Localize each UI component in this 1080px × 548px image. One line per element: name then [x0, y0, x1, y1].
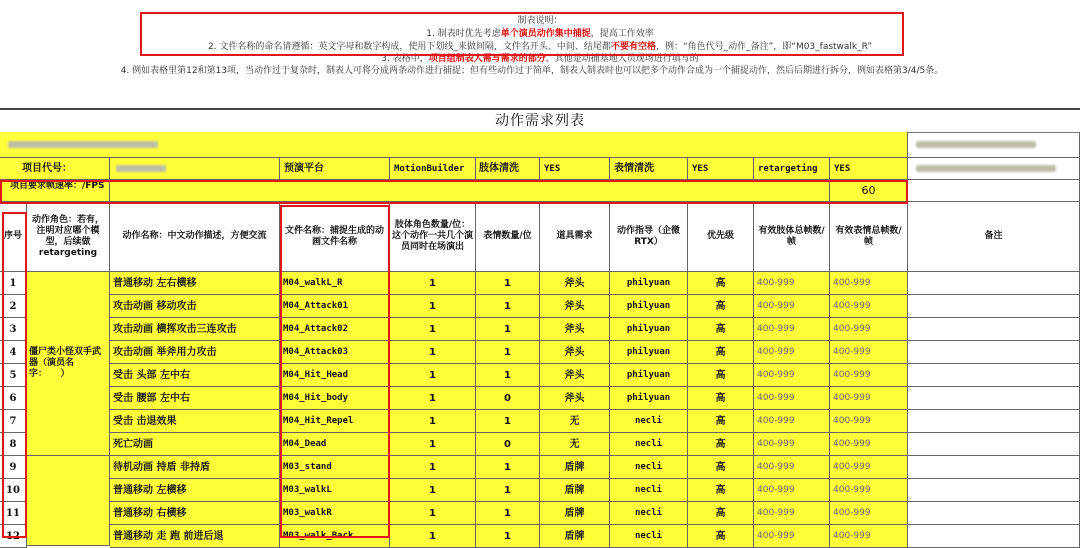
cell-file: M04_Hit_Repel — [280, 410, 390, 433]
cell-fframes: 400-999 — [830, 502, 908, 525]
cell-priority: 高 — [688, 410, 754, 433]
cell-seq: 12 — [0, 525, 27, 548]
instruction-1-highlight: 单个演员动作集中捕捉 — [500, 29, 591, 39]
cell-face: 1 — [476, 295, 540, 318]
cell-director: philyuan — [610, 341, 688, 364]
cell-remarks — [908, 502, 1080, 525]
cell-remarks — [908, 525, 1080, 548]
fps-spacer — [110, 180, 830, 202]
cell-remarks — [908, 318, 1080, 341]
project-code-value — [110, 158, 280, 180]
cell-bframes: 400-999 — [754, 410, 830, 433]
instruction-3-text: 3. 表格中， — [381, 54, 429, 64]
instruction-4: 4. 例如表格里第12和第13项，当动作过于复杂时，制表人可将分成两条动作进行捕捉；但有些动作过于简单，制表人制表时也可以把多个动作合成为一个捕捉动作，然后后期进行拆分，例如表格第3/4/5条。 — [120, 66, 944, 76]
preview-platform-value: MotionBuilder — [390, 158, 476, 180]
cell-props: 斧头 — [540, 272, 610, 295]
instructions-section — [0, 0, 1080, 100]
cell-body: 1 — [390, 387, 476, 410]
instruction-2 — [0, 42, 1080, 53]
cell-face: 0 — [476, 387, 540, 410]
cell-fframes: 400-999 — [830, 525, 908, 548]
cell-face: 1 — [476, 341, 540, 364]
retargeting-value: YES — [830, 158, 908, 180]
cell-file: M04_Hit_Head — [280, 364, 390, 387]
cell-action: 攻击动画 横挥攻击三连攻击 — [110, 318, 280, 341]
instructions-title: 制表说明： — [517, 16, 563, 26]
cell-file: M04_Attack01 — [280, 295, 390, 318]
cell-director: philyuan — [610, 364, 688, 387]
cell-face: 1 — [476, 456, 540, 479]
cell-file: M04_Attack03 — [280, 341, 390, 364]
retargeting-label: retargeting — [754, 158, 830, 180]
col-header-seq: 序号 — [0, 202, 27, 272]
col-header-role: 动作角色：若有，注明对应哪个模型，后续做retargeting — [27, 202, 110, 272]
cell-face: 1 — [476, 502, 540, 525]
instruction-3-tail: ，其他是动捕基地人员现场进行填写的 — [545, 54, 699, 64]
cell-fframes: 400-999 — [830, 387, 908, 410]
cell-priority: 高 — [688, 433, 754, 456]
cell-priority: 高 — [688, 502, 754, 525]
fps-label: 项目要求帧速率：/FPS — [0, 180, 110, 202]
cell-director: necli — [610, 502, 688, 525]
cell-props: 斧头 — [540, 341, 610, 364]
cell-body: 1 — [390, 295, 476, 318]
cell-priority: 高 — [688, 272, 754, 295]
cell-director: philyuan — [610, 318, 688, 341]
cell-action: 待机动画 持盾 非持盾 — [110, 456, 280, 479]
cell-file: M04_Hit_body — [280, 387, 390, 410]
cell-body: 1 — [390, 502, 476, 525]
side-info-3 — [908, 180, 1080, 202]
cell-remarks — [908, 341, 1080, 364]
cell-body: 1 — [390, 525, 476, 548]
cell-action: 攻击动画 移动攻击 — [110, 295, 280, 318]
col-header-body-frames: 有效肢体总帧数/帧 — [754, 202, 830, 272]
cell-fframes: 400-999 — [830, 295, 908, 318]
cell-director: necli — [610, 410, 688, 433]
instruction-1 — [0, 29, 1080, 40]
cell-priority: 高 — [688, 525, 754, 548]
cell-face: 1 — [476, 525, 540, 548]
cell-action: 普通移动 走 跑 前进后退 — [110, 525, 280, 548]
cell-remarks — [908, 364, 1080, 387]
instruction-3 — [0, 54, 1080, 65]
cell-remarks — [908, 433, 1080, 456]
cell-file: M04_walkL_R — [280, 272, 390, 295]
cell-bframes: 400-999 — [754, 525, 830, 548]
cell-priority: 高 — [688, 456, 754, 479]
col-header-priority: 优先级 — [688, 202, 754, 272]
cell-face: 1 — [476, 479, 540, 502]
cell-props: 无 — [540, 410, 610, 433]
instruction-2-tail: ，例：“角色代号_动作_备注”，即“M03_fastwalk_R” — [655, 42, 872, 52]
cell-remarks — [908, 456, 1080, 479]
cell-action: 受击 腰部 左中右 — [110, 387, 280, 410]
cell-action: 普通移动 左右横移 — [110, 272, 280, 295]
col-header-director: 动作指导（企微RTX） — [610, 202, 688, 272]
role-group-zombie: 僵尸类小怪双手武器（演员名字： ） — [27, 272, 110, 456]
cell-file: M04_Attack02 — [280, 318, 390, 341]
cell-director: necli — [610, 433, 688, 456]
cell-body: 1 — [390, 456, 476, 479]
cell-action: 普通移动 右横移 — [110, 502, 280, 525]
cell-fframes: 400-999 — [830, 364, 908, 387]
cell-bframes: 400-999 — [754, 295, 830, 318]
side-info-2 — [908, 158, 1080, 180]
cell-fframes: 400-999 — [830, 456, 908, 479]
cell-bframes: 400-999 — [754, 341, 830, 364]
cell-action: 受击 击退效果 — [110, 410, 280, 433]
col-header-props: 道具需求 — [540, 202, 610, 272]
cell-seq: 8 — [0, 433, 27, 456]
sheet-title: 动作需求列表 — [0, 108, 1080, 133]
cell-remarks — [908, 387, 1080, 410]
cell-director: necli — [610, 456, 688, 479]
cell-props: 盾牌 — [540, 456, 610, 479]
cell-face: 0 — [476, 433, 540, 456]
fps-value: 60 — [830, 180, 908, 202]
instruction-1-text: 1. 制表时优先考虑 — [426, 29, 501, 39]
cell-priority: 高 — [688, 318, 754, 341]
cell-props: 盾牌 — [540, 502, 610, 525]
cell-face: 1 — [476, 318, 540, 341]
redacted-text — [116, 165, 166, 172]
cell-file: M04_Dead — [280, 433, 390, 456]
cell-fframes: 400-999 — [830, 433, 908, 456]
cell-priority: 高 — [688, 479, 754, 502]
cell-remarks — [908, 410, 1080, 433]
cell-seq: 10 — [0, 479, 27, 502]
cell-seq: 6 — [0, 387, 27, 410]
cell-seq: 1 — [0, 272, 27, 295]
redacted-text — [916, 141, 1036, 148]
cell-props: 斧头 — [540, 387, 610, 410]
cell-props: 斧头 — [540, 295, 610, 318]
cell-body: 1 — [390, 433, 476, 456]
instruction-3-highlight: 项目组制表人需写需求的部分 — [428, 54, 546, 64]
cell-bframes: 400-999 — [754, 364, 830, 387]
instruction-2-highlight: 不要有空格 — [610, 42, 656, 52]
cell-bframes: 400-999 — [754, 456, 830, 479]
cell-director: necli — [610, 479, 688, 502]
cell-props: 无 — [540, 433, 610, 456]
cell-body: 1 — [390, 410, 476, 433]
cell-props: 盾牌 — [540, 525, 610, 548]
cell-face: 1 — [476, 410, 540, 433]
cell-bframes: 400-999 — [754, 272, 830, 295]
cell-body: 1 — [390, 364, 476, 387]
cell-seq: 2 — [0, 295, 27, 318]
cell-seq: 9 — [0, 456, 27, 479]
cell-action: 普通移动 左横移 — [110, 479, 280, 502]
cell-file: M03_walkL — [280, 479, 390, 502]
cell-director: philyuan — [610, 387, 688, 410]
cell-file: M03_walkR — [280, 502, 390, 525]
cell-file: M03_walk_Back — [280, 525, 390, 548]
cell-bframes: 400-999 — [754, 433, 830, 456]
cell-priority: 高 — [688, 387, 754, 410]
cell-seq: 11 — [0, 502, 27, 525]
cell-director: philyuan — [610, 272, 688, 295]
cell-props: 斧头 — [540, 364, 610, 387]
instruction-1-tail: ，提高工作效率 — [590, 29, 654, 39]
col-header-remarks: 备注 — [908, 202, 1080, 272]
cell-fframes: 400-999 — [830, 318, 908, 341]
redacted-text — [916, 165, 1056, 172]
cell-body: 1 — [390, 341, 476, 364]
action-requirements-sheet — [0, 108, 1080, 540]
body-clean-value: YES — [540, 158, 610, 180]
face-clean-label: 表情清洗 — [610, 158, 688, 180]
cell-priority: 高 — [688, 295, 754, 318]
cell-bframes: 400-999 — [754, 479, 830, 502]
cell-director: philyuan — [610, 295, 688, 318]
cell-fframes: 400-999 — [830, 479, 908, 502]
cell-face: 1 — [476, 272, 540, 295]
side-info — [908, 132, 1080, 158]
cell-seq: 5 — [0, 364, 27, 387]
cell-action: 死亡动画 — [110, 433, 280, 456]
col-header-action: 动作名称：中文动作描述，方便交流 — [110, 202, 280, 272]
cell-fframes: 400-999 — [830, 341, 908, 364]
cell-props: 斧头 — [540, 318, 610, 341]
cell-remarks — [908, 479, 1080, 502]
cell-remarks — [908, 295, 1080, 318]
cell-action: 受击 头部 左中右 — [110, 364, 280, 387]
cell-seq: 7 — [0, 410, 27, 433]
cell-director: necli — [610, 525, 688, 548]
cell-priority: 高 — [688, 364, 754, 387]
instruction-2-text: 2. 文件名称的命名请遵循：英文字母和数字构成，使用下划线_来做间隔，文件名开头、中间、结尾都 — [207, 42, 611, 52]
cell-props: 盾牌 — [540, 479, 610, 502]
cell-seq: 4 — [0, 341, 27, 364]
project-info-row — [0, 132, 908, 158]
cell-body: 1 — [390, 479, 476, 502]
cell-bframes: 400-999 — [754, 502, 830, 525]
cell-body: 1 — [390, 272, 476, 295]
col-header-filename: 文件名称：捕捉生成的动画文件名称 — [280, 202, 390, 272]
face-clean-value: YES — [688, 158, 754, 180]
cell-body: 1 — [390, 318, 476, 341]
col-header-body-count: 肢体角色数量/位：这个动作一共几个演员同时在场演出 — [390, 202, 476, 272]
col-header-face-frames: 有效表情总帧数/帧 — [830, 202, 908, 272]
cell-face: 1 — [476, 364, 540, 387]
preview-platform-label: 预演平台 — [280, 158, 390, 180]
cell-action: 攻击动画 举斧用力攻击 — [110, 341, 280, 364]
project-code-label: 项目代号： — [0, 158, 110, 180]
cell-bframes: 400-999 — [754, 318, 830, 341]
cell-bframes: 400-999 — [754, 387, 830, 410]
role-group-2 — [27, 456, 110, 546]
cell-seq: 3 — [0, 318, 27, 341]
body-clean-label: 肢体清洗 — [476, 158, 540, 180]
cell-priority: 高 — [688, 341, 754, 364]
col-header-face-count: 表情数量/位 — [476, 202, 540, 272]
cell-remarks — [908, 272, 1080, 295]
cell-fframes: 400-999 — [830, 272, 908, 295]
cell-fframes: 400-999 — [830, 410, 908, 433]
cell-file: M03_stand — [280, 456, 390, 479]
redacted-text — [8, 141, 158, 148]
